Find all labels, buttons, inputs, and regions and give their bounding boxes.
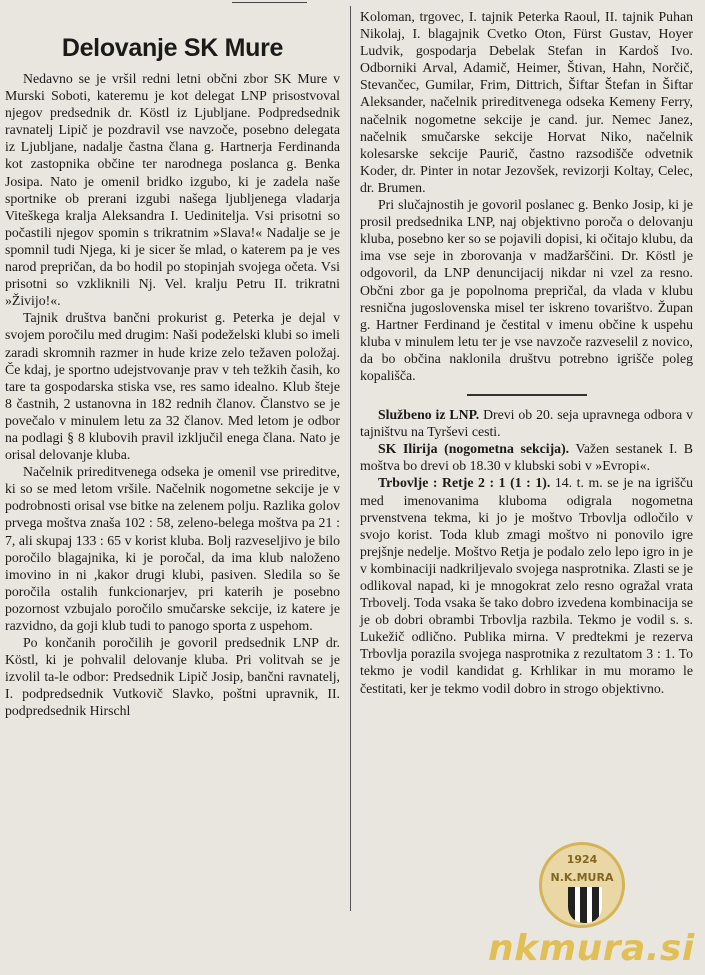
- notice-text: Drevi ob 20. seja upravnega odbora v tajništvu na Tyrševi cesti.: [360, 407, 693, 440]
- notice-label: SK Ilirija (nogometna sekcija).: [378, 441, 570, 457]
- article-paragraph: Pri slučajnostih je govoril poslanec g. Benko Josip, ki je prosil predsednika LNP, naj objektivno poroča o delovanju kluba, posebno ker so se pojavili dopisi, ki očitajo klubu, da ima vse seje in zborovanja v madžarščini. Dr. Köstl je odgovoril, da LNP denuncijacij nikdar ni vzel za resno. Občni zbor ga je popolnoma prepričal, da vlada v klubu resnična jugoslovenska misel ter iskreno tovarištvo. Župan g. Hartner Ferdinand je čestital v imenu občine k uspehu kluba v minulem letu ter je vse navzoče razveselil z novico, da bo občina naklonila društvu potrebno igrišče poleg kopališča.: [360, 197, 693, 383]
- article-paragraph: Tajnik društva bančni prokurist g. Peterka je dejal v svojem poročilu med drugim: Naši podeželski klubi so imeli zaradi skromnih razmer in hude krize zelo težaven položaj. Če kdaj, je sportno udejstvovanje prav v teh težkih časih, ko tare ta gospodarska stiska vse, res samo idealno. Klub šteje 8 častnih, 2 ustanovna in 182 rednih članov. Članstvo se je povečalo v minulem letu za 32 članov. Med letom je odbor na podlagi § 8 klubovih pravil izključil enega člana. Nato je orisal delovanje kluba.: [5, 310, 340, 463]
- article-paragraph: Načelnik prireditvenega odseka je omenil vse prireditve, ki so se med letom vršile. Načelnik nogometne sekcije je v podrobnosti orisal vse bitke na zelenem polju. Razlika golov prvega moštva znaša 102 : 58, zeleno-belega moštva pa 21 : 7, ali skupaj 133 : 65 v korist kluba. Bolj razveseljivo je bilo poročilo blagajnika, ki je poročal, da ima klub naloženo imovino in ni ,kakor drugi klubi, pasiven. Sledila so še poročila ostalih funkcionarjev, pri katerih je posebno pozornost vzbujalo poročilo smučarske sekcije, iz katere je razvidno, da goji klub tudi to panogo sporta z uspehom.: [5, 464, 340, 633]
- article-paragraph: Po končanih poročilih je govoril predsednik LNP dr. Köstl, ki je pohvalil delovanje kluba. Pri volitvah se je izvolil ta-le odbor: Predsednik Lipič Josip, bančni ravnatelj, I. podpredsednik Vutkovič Slavko, poštni upravnik, II. podpredsednik Hirschl: [5, 635, 340, 719]
- right-column: [360, 8, 693, 697]
- notice-text: Važen sestanek I. B moštva bo drevi ob 18.30 v klubski sobi v »Evropi«.: [360, 441, 693, 474]
- crest-year: 1924: [566, 853, 598, 866]
- notice-item: [360, 440, 693, 474]
- crest-name: N.K.MURA: [550, 871, 614, 884]
- crest-stripes-icon: [568, 887, 602, 923]
- top-rule: [232, 2, 307, 3]
- notice-label: Službeno iz LNP.: [378, 407, 480, 423]
- site-watermark: nkmura.si: [488, 928, 695, 969]
- notice-text: 14. t. m. se je na igrišču med imenovanima kluboma odigrala nogometna prvenstvena tekma, ki jo je moštvo Trbovlja odločilo v svojo korist. Toda klub zmagi moštvo ni ponovilo igre prejšnje nedelje. Moštvo Retja je podalo zelo lepo igro in je v kombinaciji nadkriljevalo svojega nasprotnika. Zlasti se je odlikoval napad, ki je mnogokrat zelo resno ogražal vrata Trbovelj. Toda vsaka še tako dobro izvedena kombinacija se je ob dobri obrambi Trbovlja razbila. Tekmo je vodil s. s. Lukežič odlično. Publika mirna. V predtekmi je rezerva Trbovlja porazila svojega nasprotnika z rezultatom 3 : 1. To tekmo je vodil kandidat g. Krhlikar in mu moramo le čestitati, ker je tekmo vodil dobro in strogo objektivno.: [360, 475, 693, 696]
- article-title: Delovanje SK Mure: [61, 34, 284, 62]
- section-separator: [467, 394, 587, 396]
- column-divider: [350, 6, 351, 911]
- article-paragraph: Koloman, trgovec, I. tajnik Peterka Raoul, II. tajnik Puhan Nikolaj, I. blagajnik Cvetko Oton, Fürst Gustav, Hoyer Ludvik, gospodarja Debelak Stefan in Kardoš Ivo. Odborniki Arval, Adamič, Heimer, Štivan, Hahn, Norčič, Stevančec, Gumilar, Frim, Dittrich, Šiftar Štefan in Šiftar Aleksander, načelnik prireditvenega odseka Kemeny Ferry, načelnik nogometne sekcije je cand. jur. Nemec Janez, načelnik smučarske sekcije Horvat Niko, načelnik kolesarske sekcije Paurič, častno razsodišče odvetnik Koder, dr. Pinter in notar Jezovšek, revizorji Koltay, Celec, dr. Brumen.: [360, 9, 693, 195]
- notice-item: [360, 406, 693, 440]
- club-crest-logo: [539, 842, 625, 928]
- notice-item: [360, 474, 693, 696]
- article-paragraph: Nedavno se je vršil redni letni občni zbor SK Mure v Murski Soboti, kateremu je kot delegat LNP prisostvoval njegov predsednik dr. Köstl iz Ljubljane. Podpredsednik ravnatelj Lipič je pozdravil vse navzoče, posebno delegata iz Ljubljane, nadalje častna člana g. Hartnerja Ferdinanda kot zastopnika občine ter narodnega poslanca g. Benka Josipa. Nato je omenil bridko izgubo, ki je zadela naše sportnike ob prerani izgubi našega ljubljenega vladarja Viteškega kralja Aleksandra I. Uedinitelja. Vsi prisotni so počastili njegov spomin s trikratnim »Slava!« Nadalje se je spomnil tudi Njega, ki je sicer še mlad, o katerem pa je ves narod prepričan, da bo hodil po stopinjah svojega očeta. Vsi prisotni so vzkliknili Nj. Vel. kralju Petru II. trikratni »Živijo!«.: [5, 71, 340, 309]
- left-column: [5, 8, 340, 720]
- notice-label: Trbovlje : Retje 2 : 1 (1 : 1).: [378, 475, 551, 491]
